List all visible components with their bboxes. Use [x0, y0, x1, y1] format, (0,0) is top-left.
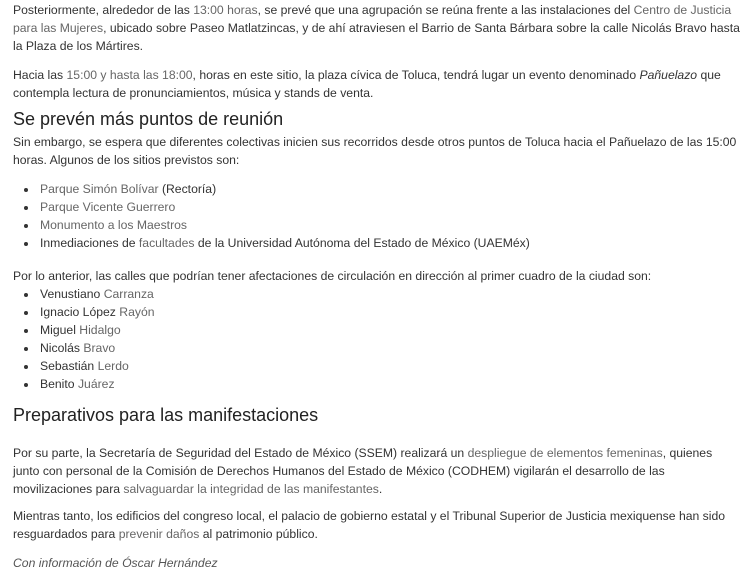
- text: Ignacio López: [40, 305, 120, 319]
- text: , horas en este sitio, la plaza cívica de Toluca, tendrá lugar un evento denominado: [192, 68, 640, 82]
- text: , ubicado sobre Paseo Matlatzincas, y de ahí atraviesen el Barrio de Santa Bárbara sobre la calle Nicolás Bravo hasta la Plaza de los Mártires.: [13, 21, 740, 53]
- text: , se prevé que una agrupación se reúna frente a las instalaciones del: [257, 3, 634, 17]
- text: Posteriormente, alrededor de las: [13, 3, 194, 17]
- justice-center-link[interactable]: Centro de Justicia para las Mujeres: [13, 3, 732, 35]
- article-body: [0, 1, 741, 572]
- streets-list: [13, 285, 741, 393]
- paragraph-meeting-points: Sin embargo, se espera que diferentes colectivas inicien sus recorridos desde otros puntos de Toluca hacia el Pañuelazo de las 15:00 horas. Algunos de los sitios previstos son:: [13, 135, 737, 167]
- text: .: [378, 482, 383, 496]
- event-name: Pañuelazo: [639, 68, 698, 82]
- faculties-link[interactable]: facultades: [138, 236, 195, 250]
- paragraph-route: [13, 1, 741, 55]
- list-item: [38, 357, 741, 375]
- text: de la Universidad Autónoma del Estado de México (UAEMéx): [194, 236, 530, 250]
- section-heading: Se prevén más puntos de reunión: [13, 109, 284, 129]
- text: que contempla lectura de pronunciamientos, música y stands de venta.: [13, 68, 721, 100]
- list-item: [38, 321, 741, 339]
- street-link[interactable]: Hidalgo: [79, 323, 121, 337]
- text: al patrimonio público.: [199, 527, 318, 541]
- park-link[interactable]: Parque Simón Bolívar: [40, 182, 159, 196]
- text: Inmediaciones de: [40, 236, 139, 250]
- paragraph-security: [13, 444, 741, 498]
- damage-link[interactable]: prevenir daños: [118, 527, 200, 541]
- schedule-link[interactable]: 15:00 y hasta las 18:00: [66, 68, 193, 82]
- list-item: [38, 303, 741, 321]
- time-link[interactable]: 13:00 horas: [193, 3, 258, 17]
- section-heading: Preparativos para las manifestaciones: [13, 405, 319, 425]
- safeguard-link[interactable]: salvaguardar la integridad de las manifestantes: [123, 482, 379, 496]
- text: Mientras tanto, los edificios del congreso local, el palacio de gobierno estatal y el Tribunal Superior de Justicia mexiquense han sido resguardados para: [13, 509, 726, 541]
- text: Por su parte, la Secretaría de Seguridad del Estado de México (SSEM) realizará un: [13, 446, 468, 460]
- list-item: [38, 339, 741, 357]
- list-item: [38, 285, 741, 303]
- paragraph-buildings: [13, 507, 741, 543]
- list-item: [38, 375, 741, 393]
- text: Hacia las: [13, 68, 67, 82]
- list-item: [38, 216, 741, 234]
- street-link[interactable]: Carranza: [103, 287, 154, 301]
- text: Sebastián: [40, 359, 98, 373]
- text: (Rectoría): [158, 182, 217, 196]
- street-link[interactable]: Juárez: [77, 377, 115, 391]
- paragraph-event: [13, 66, 741, 102]
- monument-link[interactable]: Monumento a los Maestros: [40, 218, 187, 232]
- text: Miguel: [40, 323, 80, 337]
- list-item: [38, 198, 741, 216]
- credit-line: Con información de Óscar Hernández: [13, 556, 218, 570]
- list-item: [38, 180, 741, 198]
- park-link[interactable]: Parque Vicente Guerrero: [40, 200, 176, 214]
- sites-list: [13, 180, 741, 252]
- list-item: [38, 234, 741, 252]
- text: Venustiano: [40, 287, 104, 301]
- text: , quienes junto con personal de la Comisión de Derechos Humanos del Estado de México (CODHEM) vigilarán el desarrollo de las movilizaciones para: [13, 446, 713, 496]
- paragraph-streets: Por lo anterior, las calles que podrían tener afectaciones de circulación en dirección al primer cuadro de la ciudad son:: [13, 269, 652, 283]
- deployment-link[interactable]: despliegue de elementos femeninas: [467, 446, 663, 460]
- text: Benito: [40, 377, 78, 391]
- street-link[interactable]: Rayón: [119, 305, 155, 319]
- street-link[interactable]: Lerdo: [97, 359, 129, 373]
- text: Nicolás: [40, 341, 84, 355]
- street-link[interactable]: Bravo: [83, 341, 116, 355]
